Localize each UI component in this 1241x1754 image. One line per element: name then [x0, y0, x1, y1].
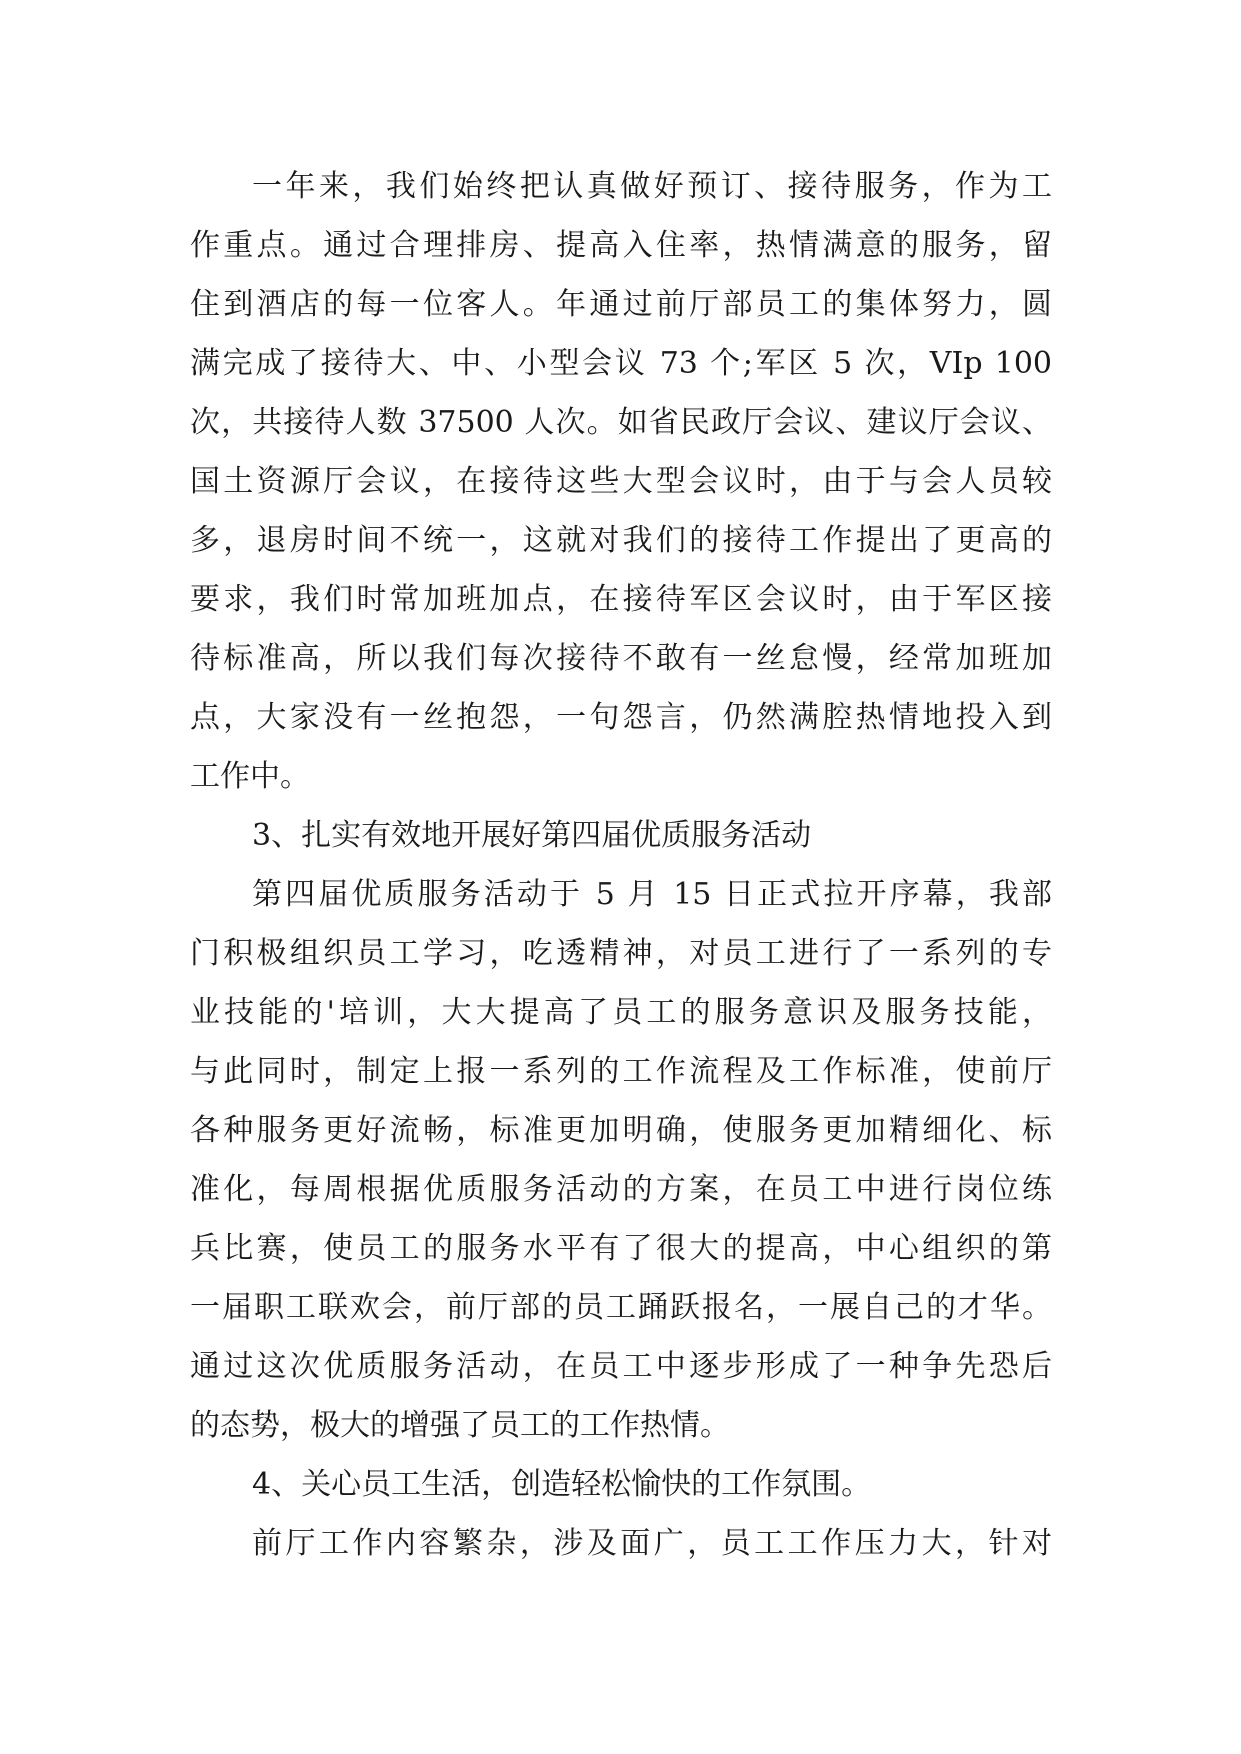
text-line: 前厅工作内容繁杂，涉及面广，员工工作压力大，针对: [252, 1526, 1052, 1561]
text-line: 与此同时，制定上报一系列的工作流程及工作标准，使前厅: [190, 1054, 1052, 1089]
text-line: 第四届优质服务活动于 5 月 15 日正式拉开序幕，我部: [252, 877, 1052, 912]
text-line: 次，共接待人数 37500 人次。如省民政厅会议、建议厅会议、: [190, 405, 1052, 440]
section-heading: [190, 1455, 1052, 1514]
text-line: 待标准高，所以我们每次接待不敢有一丝怠慢，经常加班加: [190, 641, 1052, 676]
text-line: 满完成了接待大、中、小型会议 73 个;军区 5 次，VIp 100: [190, 346, 1052, 381]
text-line: 工作中。: [190, 759, 310, 794]
text-line: 业技能的'培训，大大提高了员工的服务意识及服务技能，: [190, 995, 1052, 1030]
text-line: 通过这次优质服务活动，在员工中逐步形成了一种争先恐后: [190, 1349, 1052, 1384]
paragraph: [190, 157, 1052, 806]
text-line: 一届职工联欢会，前厅部的员工踊跃报名，一展自己的才华。: [190, 1290, 1052, 1325]
text-line: 多，退房时间不统一，这就对我们的接待工作提出了更高的: [190, 523, 1052, 558]
paragraph: [190, 1514, 1052, 1573]
text-line: 的态势，极大的增强了员工的工作热情。: [190, 1408, 730, 1443]
section-heading-text: 3、扎实有效地开展好第四届优质服务活动: [252, 818, 812, 853]
text-line: 点，大家没有一丝抱怨，一句怨言，仍然满腔热情地投入到: [190, 700, 1052, 735]
text-line: 国土资源厅会议，在接待这些大型会议时，由于与会人员较: [190, 464, 1052, 499]
text-line: 准化，每周根据优质服务活动的方案，在员工中进行岗位练: [190, 1172, 1052, 1207]
text-line: 一年来，我们始终把认真做好预订、接待服务，作为工: [252, 169, 1052, 204]
text-line: 兵比赛，使员工的服务水平有了很大的提高，中心组织的第: [190, 1231, 1052, 1266]
text-line: 要求，我们时常加班加点，在接待军区会议时，由于军区接: [190, 582, 1052, 617]
section-heading-text: 4、关心员工生活，创造轻松愉快的工作氛围。: [252, 1467, 872, 1502]
document-body: [190, 157, 1052, 1573]
text-line: 住到酒店的每一位客人。年通过前厅部员工的集体努力，圆: [190, 287, 1052, 322]
section-heading: [190, 806, 1052, 865]
paragraph: [190, 865, 1052, 1455]
text-line: 各种服务更好流畅，标准更加明确，使服务更加精细化、标: [190, 1113, 1052, 1148]
text-line: 作重点。通过合理排房、提高入住率，热情满意的服务，留: [190, 228, 1052, 263]
text-line: 门积极组织员工学习，吃透精神，对员工进行了一系列的专: [190, 936, 1052, 971]
